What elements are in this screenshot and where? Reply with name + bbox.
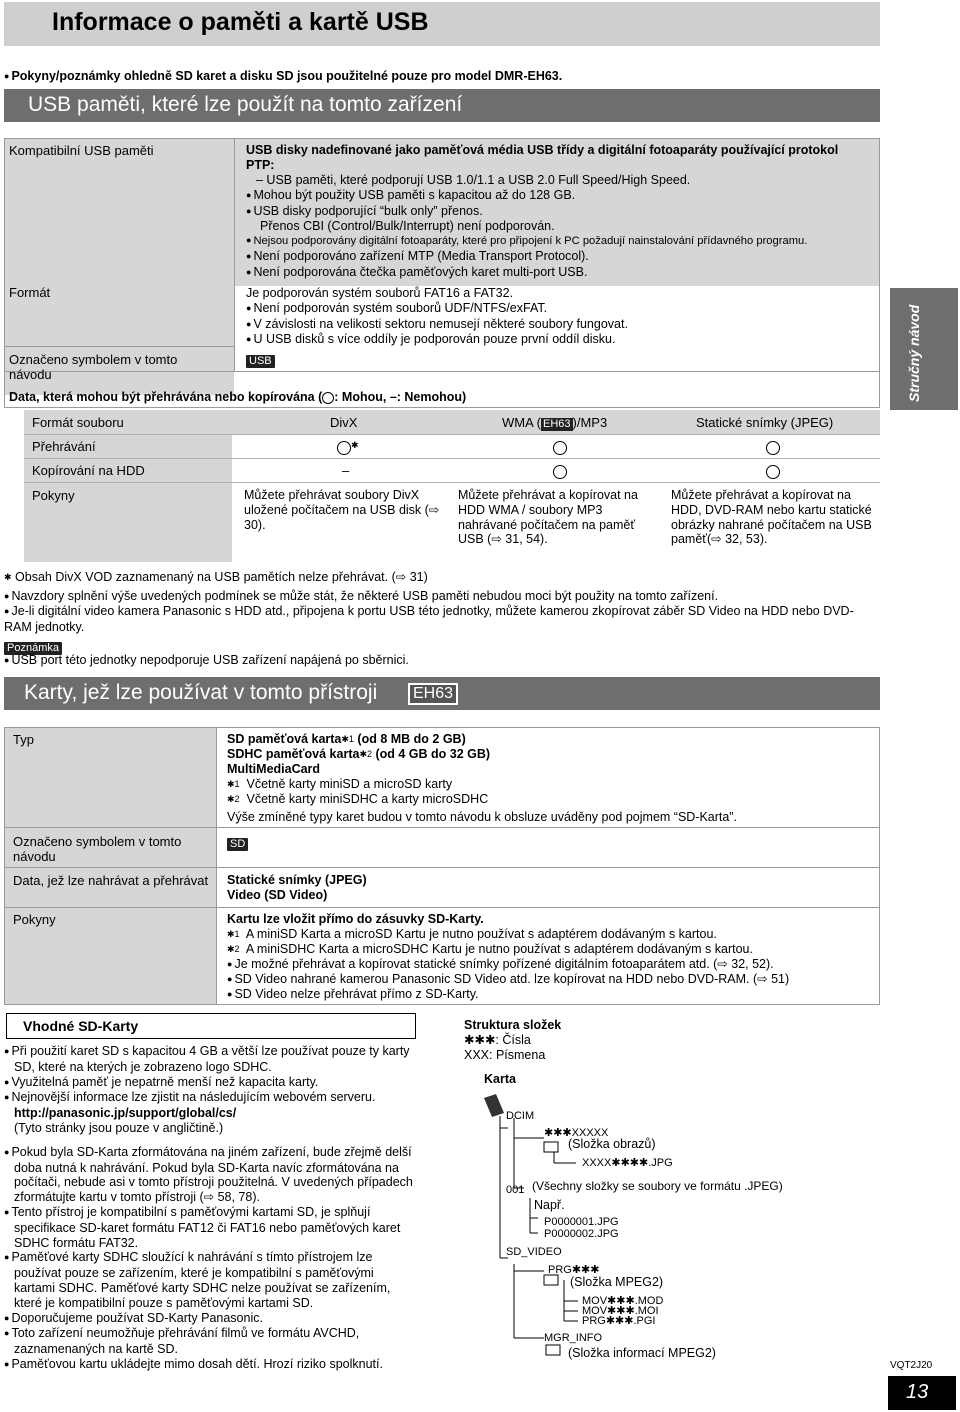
folder-structure: [464, 1018, 884, 1373]
usb-note-0: ● Navzdory splnění výše uvedených podmínek se může stát, že některé USB paměti nebudou moci být použity na tomto zařízení.: [4, 589, 874, 605]
struktura-legend-1: ✱✱✱: Čísla: [464, 1033, 531, 1047]
page-number-box: [888, 1376, 956, 1410]
sd-card-icon: [484, 1094, 504, 1117]
file-format-table: [24, 410, 880, 562]
top-note-text: Pokyny/poznámky ohledně SD karet a disku SD jsou použitelné pouze pro model DMR-EH63.: [11, 69, 563, 83]
slozka-obrazu: (Složka obrazů): [568, 1137, 656, 1151]
mov1-label: MOV✱✱✱.MOD: [582, 1295, 664, 1307]
vhodne-list: [4, 1044, 416, 1373]
sd-pokyny-bullet-2: ● SD Video nelze přehrávat přímo z SD-Karty.: [227, 987, 479, 1003]
vhodne-url[interactable]: http://panasonic.jp/support/global/cs/: [14, 1106, 237, 1121]
vsechny-label: (Všechny složky se soubory ve formátu .JPEG): [532, 1179, 783, 1193]
page-number: 13: [906, 1381, 929, 1403]
napr-label: Např.: [534, 1198, 565, 1212]
sd-pokyny-label: Pokyny: [13, 912, 56, 927]
eh63-tag: EH63: [543, 418, 571, 430]
xxxxx-label: ✱✱✱XXXXX: [544, 1127, 609, 1139]
folder-tree-lines: [464, 1018, 884, 1373]
header-jpeg: Statické snímky (JPEG): [696, 415, 834, 430]
pgi-label: PRG✱✱✱.PGI: [582, 1315, 656, 1327]
play-jpeg-circle-icon: [766, 440, 780, 455]
typ-line-2: MultiMediaCard: [227, 762, 321, 776]
format-line-2: ● V závislosti na velikosti sektoru nemusejí některé soubory fungovat.: [246, 317, 876, 333]
slozka-info: (Složka informací MPEG2): [568, 1346, 716, 1360]
compat-line-0: – USB paměti, které podporují USB 1.0/1.1 a USB 2.0 Full Speed/High Speed.: [256, 173, 691, 187]
sidebar-label: Stručný návod: [906, 304, 922, 402]
cards-eh63-tag: EH63: [408, 683, 458, 705]
copy-wma-circle-icon: [553, 464, 567, 479]
sd-symbol-tag: SD: [227, 836, 248, 851]
cards-left-col: [5, 728, 216, 1004]
doc-code: VQT2J20: [890, 1360, 933, 1371]
vhodne-bullet-3: ● Pokud byla SD-Karta zformátována na jiném zařízení, bude zřejmě delší doba nutná k nahrávání. Pokud byla SD-Karta navíc zformátována na počítači, nebude asi v tomto přístroji použitelná. V uvedených případech zformátujte kartu v tomto přístroji (⇨ 58, 78).: [4, 1145, 416, 1205]
usb-note-1: ● Je-li digitální video kamera Panasonic s HDD atd., připojena k portu USB této jednotky, můžete kamerou zkopírovat záběr SD Video na HDD nebo DVD-RAM jednotky.: [4, 604, 874, 635]
cards-info-table: [4, 727, 880, 1005]
compat-line-6: ● Není podporována čtečka paměťových karet multi-port USB.: [246, 265, 876, 281]
row-copy-label: Kopírování na HDD: [32, 463, 145, 478]
slozka-mpeg: (Složka MPEG2): [570, 1275, 664, 1289]
vhodne-heading-box: [6, 1013, 416, 1039]
compat-bold: USB disky nadefinované jako paměťová média USB třídy a digitální fotoaparáty používající protokol PTP:: [246, 143, 839, 172]
mgr-label: MGR_INFO: [544, 1332, 603, 1344]
page-title: Informace o paměti a kartě USB: [52, 8, 429, 36]
p2-label: P0000002.JPG: [544, 1228, 619, 1240]
vhodne-bullet-6: ● Doporučujeme používat SD-Karty Panasonic.: [4, 1311, 416, 1327]
struktura-heading: Struktura složek: [464, 1018, 562, 1032]
p1-label: P0000001.JPG: [544, 1216, 619, 1228]
typ-note-1: $^{✱1}$ Včetně karty miniSD a microSD karty: [227, 777, 453, 791]
format-line-3: ● U USB disků s více oddíly je podporován pouze první oddíl disku.: [246, 332, 876, 348]
copy-divx: –: [342, 463, 350, 478]
vhodne-url-note: (Tyto stránky jsou pouze v angličtině.): [14, 1120, 224, 1135]
poznamka-text: ● USB port této jednotky nepodporuje USB zařízení napájená po sběrnici.: [4, 653, 409, 669]
title-bar: [4, 2, 880, 46]
row-play-label: Přehrávání: [32, 439, 96, 454]
usb-data-label: Data, která mohou být přehrávána nebo kopírována ( : Mohou, –: Nemohou): [9, 390, 467, 404]
compat-list: [246, 173, 876, 281]
cards-section-title: Karty, jež lze používat v tomto přístroji: [24, 681, 378, 704]
vhodne-heading: Vhodné SD-Karty: [23, 1018, 139, 1034]
row-pokyny-label: Pokyny: [32, 488, 75, 503]
cards-section-heading: [4, 677, 880, 710]
vhodne-bullet-1: ● Využitelná paměť je nepatrně menší než kapacita karty.: [4, 1075, 416, 1091]
karta-label: Karta: [484, 1072, 516, 1086]
prg-label: PRG✱✱✱: [548, 1264, 600, 1276]
play-divx-circle-icon: ✱: [337, 440, 359, 455]
sd-data-0: Statické snímky (JPEG): [227, 873, 367, 887]
usb-section-heading: [4, 89, 880, 122]
format-line-0: Je podporován systém souborů FAT16 a FAT32.: [246, 286, 514, 300]
pokyny-jpeg: Můžete přehrávat a kopírovat na HDD, DVD-RAM nebo kartu statické obrázky nahrané počítačem na USB paměť(⇨ 32, 53).: [671, 488, 872, 547]
compat-line-4: ● Nejsou podporovány digitální fotoaparáty, které pro připojení k PC požadují nainstalování přídavného programu.: [246, 234, 876, 249]
header-divx: DivX: [330, 415, 358, 430]
sd-pokyny-bullet-0: ● Je možné přehrávat a kopírovat statické snímky pořízené digitálním fotoaparátem atd. (⇨ 32, 52).: [227, 957, 774, 973]
format-list: [246, 286, 876, 348]
sd-pokyny-note-2: $^{✱2}$ A miniSDHC Karta a microSDHC Kartu je nutno používat s adaptérem dodávaným s kartou.: [227, 942, 753, 956]
typ-summary: Výše zmíněné typy karet budou v tomto návodu k obsluze uváděny pod pojmem “SD-Karta”.: [227, 810, 737, 824]
sd-pokyny-bullet-1: ● SD Video nahrané kamerou Panasonic SD Video atd. lze kopírovat na HDD nebo DVD-RAM. (⇨ 51): [227, 972, 789, 988]
sidebar-tab: [890, 288, 958, 410]
folder-icon-3: [546, 1345, 560, 1355]
usb-section-title: USB paměti, které lze použít na tomto zařízení: [28, 93, 463, 116]
compat-line-3: Přenos CBI (Control/Bulk/Interrupt) není podporován.: [260, 219, 555, 234]
typ-line-0: SD paměťová karta$^{✱1}$ (od 8 MB do 2 GB): [227, 732, 466, 746]
usb-symbol-tag: USB: [246, 353, 275, 368]
usb-info-table: [4, 138, 880, 408]
vhodne-bullet-7: ● Toto zařízení neumožňuje přehrávání filmů ve formátu AVCHD, zaznamenaných na kartě SD.: [4, 1326, 416, 1357]
circle-icon: [322, 392, 334, 404]
sd-data-1: Video (SD Video): [227, 888, 328, 902]
struktura-legend-2: XXX: Písmena: [464, 1048, 546, 1062]
jpg-label: XXXX✱✱✱✱.JPG: [582, 1157, 673, 1169]
sd-data-label: Data, jež lze nahrávat a přehrávat: [13, 873, 209, 888]
folder-icon-1: [544, 1142, 558, 1152]
n001-label: 001: [506, 1184, 525, 1196]
pokyny-divx: Můžete přehrávat soubory DivX uložené počítačem na USB disk (⇨ 30).: [244, 488, 440, 532]
vhodne-bullet-5: ● Paměťové karty SDHC sloužící k nahrávání s tímto přístrojem lze používat pouze se zařízením, které je kompatibilní s paměťovými kartami SDHC. Paměťové karty SDHC nelze používat se zařízením, které je kompatibilní pouze s paměťovými kartami SD.: [4, 1250, 416, 1310]
header-wma: WMA ( EH63 )/MP3: [502, 415, 608, 430]
usb-footnote: ✱ Obsah DivX VOD zaznamenaný na USB pamětích nelze přehrávat. (⇨ 31): [4, 570, 428, 584]
typ-label: Typ: [13, 732, 34, 747]
pokyny-wma: Můžete přehrávat a kopírovat na HDD WMA / soubory MP3 nahrávané počítačem na paměť USB (⇨ 31, 54).: [458, 488, 638, 547]
vhodne-bullet-2: ● Nejnovější informace lze zjistit na následujícím webovém serveru.: [4, 1090, 416, 1106]
sd-pokyny-bold: Kartu lze vložit přímo do zásuvky SD-Karty.: [227, 912, 484, 926]
usb-symbol-label: Označeno symbolem v tomto návodu: [9, 352, 178, 382]
compat-line-2: ● USB disky podporující “bulk only” přenos.: [246, 204, 876, 220]
play-wma-circle-icon: [553, 440, 567, 455]
compat-line-5: ● Není podporováno zařízení MTP (Media Transport Protocol).: [246, 249, 876, 265]
compat-line-1: ● Mohou být použity USB paměti s kapacitou až do 128 GB.: [246, 188, 876, 204]
vhodne-bullet-8: ● Paměťovou kartu ukládejte mimo dosah dětí. Hrozí riziko spolknutí.: [4, 1357, 416, 1373]
typ-note-2: $^{✱2}$ Včetně karty miniSDHC a karty microSDHC: [227, 792, 489, 806]
copy-jpeg-circle-icon: [766, 464, 780, 479]
mov2-label: MOV✱✱✱.MOI: [582, 1305, 659, 1317]
vhodne-bullet-4: ● Tento přístroj je kompatibilní s paměťovými kartami SD, je splňují specifikace SD-karet formátu FAT12 či FAT16 nebo paměťových karet SDHC formátu FAT32.: [4, 1205, 416, 1250]
compat-label: Kompatibilní USB paměti: [9, 143, 154, 158]
dcim-label: DCIM: [506, 1110, 535, 1122]
format-label: Formát: [9, 285, 51, 300]
vhodne-bullet-0: ● Při použití karet SD s kapacitou 4 GB a větší lze používat pouze ty karty SD, které na kterých je zobrazeno logo SDHC.: [4, 1044, 416, 1075]
header-format: Formát souboru: [32, 415, 124, 430]
sd-pokyny-note-1: $^{✱1}$ A miniSD Karta a microSD Kartu je nutno používat s adaptérem dodávaným s kartou.: [227, 927, 717, 941]
sdvideo-label: SD_VIDEO: [506, 1246, 562, 1258]
sd-symbol-label: Označeno symbolem v tomto návodu: [13, 834, 182, 864]
typ-line-1: SDHC paměťová karta$^{✱2}$ (od 4 GB do 32 GB): [227, 747, 491, 761]
poznamka-tag: Poznámka: [4, 640, 62, 655]
top-note: [4, 69, 562, 83]
format-line-1: ● Není podporován systém souborů UDF/NTFS/exFAT.: [246, 301, 876, 317]
